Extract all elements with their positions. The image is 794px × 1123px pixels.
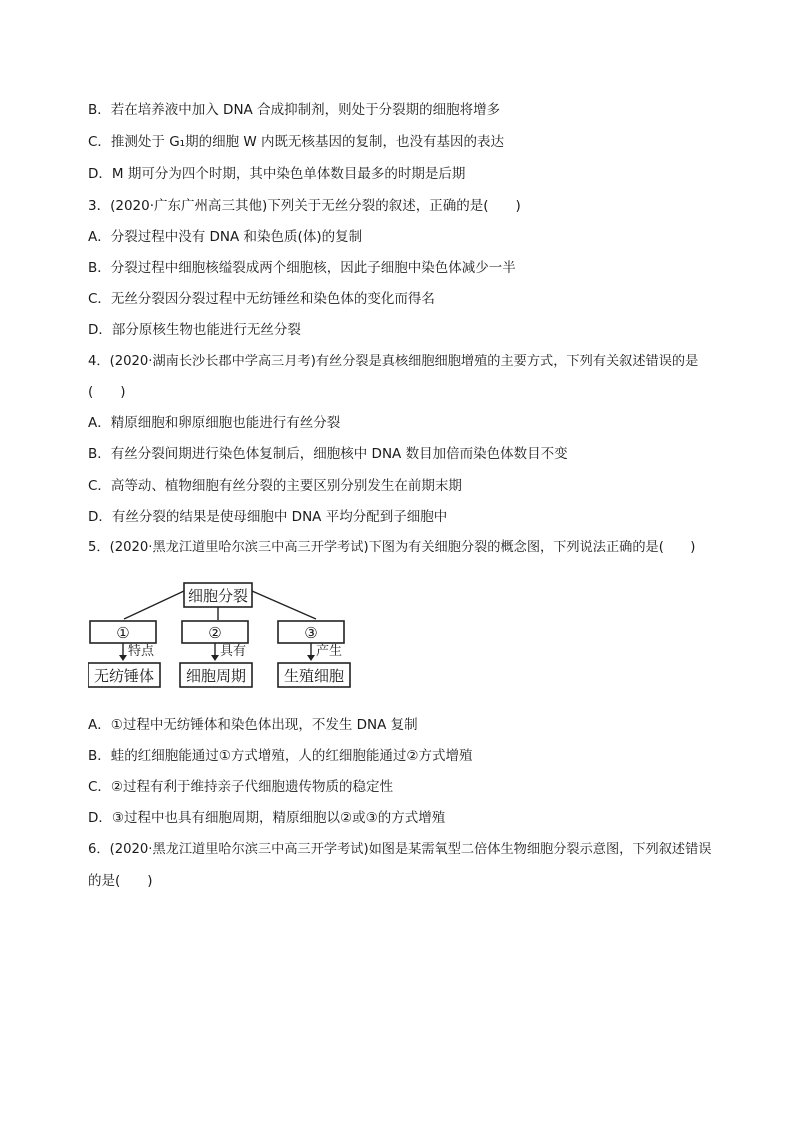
node-label-3: ③ (304, 624, 318, 642)
option-a-q4: A．精原细胞和卵原细胞也能进行有丝分裂 (88, 415, 341, 431)
node-label-1: ① (116, 624, 130, 642)
node-label-2: ② (208, 624, 222, 642)
option-c-q3: C．无丝分裂因分裂过程中无纺锤丝和染色体的变化而得名 (88, 291, 435, 307)
option-b-q4: B．有丝分裂间期进行染色体复制后，细胞核中 DNA 数目加倍而染色体数目不变 (88, 446, 568, 462)
edge-label-2: 具有 (220, 644, 247, 659)
question-6-stem-cont: 的是( ) (88, 873, 153, 889)
option-b-q2: B．若在培养液中加入 DNA 合成抑制剂，则处于分裂期的细胞将增多 (88, 102, 501, 118)
option-d-q2: D．M 期可分为四个时期，其中染色单体数目最多的时期是后期 (88, 166, 466, 182)
option-c-q4: C．高等动、植物细胞有丝分裂的主要区别分别发生在前期末期 (88, 478, 462, 494)
option-c-q2: C．推测处于 G₁期的细胞 W 内既无核基因的复制，也没有基因的表达 (88, 134, 505, 150)
edge-label-1: 特点 (128, 644, 155, 659)
question-4-stem-cont: ( ) (88, 384, 126, 400)
result-label-2: 细胞周期 (185, 667, 247, 685)
result-label-1: 无纺锤体 (93, 667, 155, 685)
option-a-q5: A．①过程中无纺锤体和染色体出现，不发生 DNA 复制 (88, 717, 418, 733)
option-b-q5: B．蛙的红细胞能通过①方式增殖，人的红细胞能通过②方式增殖 (88, 748, 473, 764)
edge-label-3: 产生 (316, 644, 343, 659)
option-d-q3: D．部分原核生物也能进行无丝分裂 (88, 322, 301, 338)
cell-division-concept-map (88, 581, 358, 691)
option-d-q4: D．有丝分裂的结果是使母细胞中 DNA 平均分配到子细胞中 (88, 509, 448, 525)
result-label-3: 生殖细胞 (283, 667, 345, 685)
option-d-q5: D．③过程中也具有细胞周期，精原细胞以②或③的方式增殖 (88, 810, 446, 826)
option-c-q5: C．②过程有利于维持亲子代细胞遗传物质的稳定性 (88, 779, 394, 795)
question-4-stem: 4．(2020·湖南长沙长郡中学高三月考)有丝分裂是真核细胞细胞增殖的主要方式，下列有关叙述错误的是 (88, 354, 699, 369)
option-b-q3: B．分裂过程中细胞核缢裂成两个细胞核，因此子细胞中染色体减少一半 (88, 260, 516, 276)
question-6-stem: 6．(2020·黑龙江道里哈尔滨三中高三开学考试)如图是某需氧型二倍体生物细胞分裂示意图，下列叙述错误 (88, 842, 712, 857)
question-5-stem: 5．(2020·黑龙江道里哈尔滨三中高三开学考试)下图为有关细胞分裂的概念图，下列说法正确的是( ) (88, 540, 696, 555)
root-label: 细胞分裂 (187, 587, 249, 605)
option-a-q3: A．分裂过程中没有 DNA 和染色质(体)的复制 (88, 229, 363, 245)
question-3-stem: 3．(2020·广东广州高三其他)下列关于无丝分裂的叙述，正确的是( ) (88, 198, 521, 214)
